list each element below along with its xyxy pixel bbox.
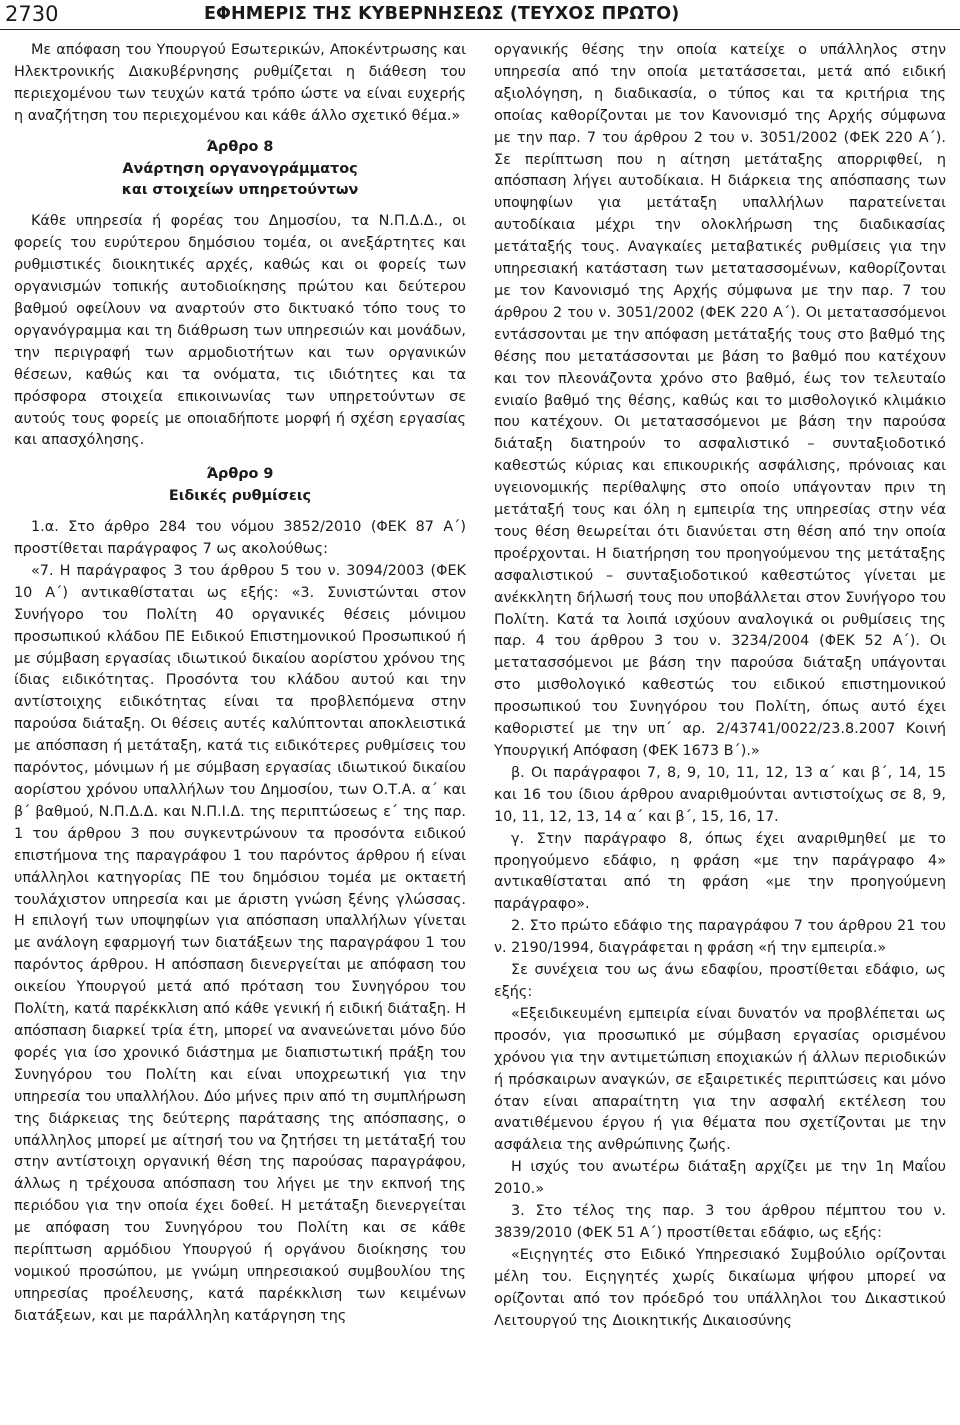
paragraph: Η ισχύς του ανωτέρω διάταξη αρχίζει με την 1η Μαΐου 2010.» xyxy=(494,1159,946,1198)
paragraph: «7. Η παράγραφος 3 του άρθρου 5 του ν. 3094/2003 (ΦΕΚ 10 Α΄) αντικαθίσταται ως εξής: «3. Συνιστώνται στον Συνήγορο του Πολίτη 40 οργανικές θέσεις μόνιμου προσωπικού κλάδου ΠΕ Ειδικού Επιστημονικού Προσωπικού ή με σύμβαση εργασίας ιδιωτικού δικαίου αορίστου χρόνου της ίδιας ειδικότητας. Προσόντα του κλάδου αυτού και την αντίστοιχης ειδικότητας είναι τα προβλεπόμενα στην παρούσα διάταξη. Οι θέσεις αυτές καλύπτονται αποκλειστικά με απόσπαση ή μετάταξη, κατά τις ειδικότερες ρυθμίσεις του παρόντος, μόνιμων ή με σύμβαση εργασίας ιδιωτικού δικαίου αορίστου χρόνου υπαλλήλων του Δημοσίου, των Ο.Τ.Α. α΄ και β΄ βαθμού, Ν.Π.Δ.Δ. και Ν.Π.Ι.Δ. της περιπτώσεως ε΄ της παρ. 1 του άρθρου 3 που συγκεντρώνουν τα προσόντα ειδικού επιστήμονα της παραγράφου 1 του παρόντος άρθρου ή είναι υπάλληλοι κατηγορίας ΠΕ του δημόσιου τομέα με οκταετή τουλάχιστον υπηρεσία και με άριστη γνώση ξένης γλώσσας. Η επιλογή των υποψηφίων για απόσπαση υπαλλήλων γίνεται με ανάλογη εφαρμογή των διατάξεων της παραγράφου 1 του παρόντος άρθρου. Η απόσπαση διενεργείται με απόφαση του οικείου Υπουργού μετά από πρόταση του Συνηγόρου του Πολίτη, κατά παρέκκλιση από κάθε γενική ή ειδική διάταξη. Η απόσπαση διαρκεί τρία έτη, μπορεί να ανανεώνεται μόνο δύο φορές για ίσο χρονικό διάστημα με διαπιστωτική πράξη του Συνηγόρου του Πολίτη και είναι υποχρεωτική για την υπηρεσία του υπαλλήλου. Δύο μήνες πριν από τη συμπλήρωση της διάρκειας της δεύτερης παράτασης της απόσπασης, ο υπάλληλος μπορεί με αίτησή του να ζητήσει τη μετάταξή του στην αντίστοιχη οργανική θέση της παρούσας παραγράφου, άλλως η τρέχουσα απόσπαση του λήγει με την εκπνοή της περιόδου για την οποία έχει δοθεί. Η μετάταξη διενεργείται με απόφαση του Συνηγόρου του Πολίτη και σε κάθε περίπτωση αρμόδιου Υπουργού ή οργάνου διοίκησης του νομικού προσώπου, με γνώμη υπηρεσιακού συμβουλίου της υπηρεσίας προέλευσης, κατά παρέκκλιση των κειμένων διατάξεων, και με παράλληλη κατάργηση της xyxy=(14,562,466,1324)
paragraph: οργανικής θέσης την οποία κατείχε ο υπάλληλος στην υπηρεσία από την οποία μετατάσσεται, μετά από ειδική αξιολόγηση, η διαδικασία, ο τύπος και τα κριτήρια της οποίας καθορίζονται με τον Κανονισμό της Αρχής σύμφωνα με την παρ. 7 του άρθρου 2 του ν. 3051/2002 (ΦΕΚ 220 Α΄). Σε περίπτωση που η αίτηση μετάταξης απορριφθεί, η απόσπαση λήγει αυτοδίκαια. Η διάρκεια της απόσπασης των υποψηφίων για μετάταξη υπαλλήλων παρατείνεται αυτοδίκαια μέχρι την ολοκλήρωση της διαδικασίας μετάταξής τους. Αναγκαίες μεταβατικές ρυθμίσεις για την υπηρεσιακή κατάσταση των μετατασσομένων, καθορίζονται με τον Κανονισμό της Αρχής σύμφωνα με την παρ. 7 του άρθρου 2 του ν. 3051/2002 (ΦΕΚ 220 Α΄). Οι μετατασσόμενοι εντάσσονται με την απόφαση μετάταξής τους στο βαθμό της θέσης που μετατάσσονται με βάση το βαθμό που κατέχουν και τον πλεονάζοντα χρόνο στο βαθμό, έως τον τελευταίο ενιαίο βαθμό της θέσης, καθώς και το μισθολογικό κλιμάκιο που κατέχουν. Οι μετατασσόμενοι με βάση την παρούσα διάταξη διατηρούν το ασφαλιστικό – συνταξιοδοτικό καθεστώς κύριας και επικουρικής ασφάλισης, πρόνοιας και υγειονομικής περίθαλψης στο οποίο υπάγονταν πριν τη μετάταξή τους και όλη η εμπειρία της υπηρεσίας στην νέα τους θέση θεωρείται ότι διανύεται στη θέση από την οποία προέρχονται. Η διατήρηση του προηγούμενου της μετάταξης ασφαλιστικού – συνταξιοδοτικού καθεστώτος γίνεται με ανέκκλητη δήλωσή τους που υποβάλλεται στον Συνήγορο του Πολίτη. Κατά τα λοιπά ισχύουν αναλογικά οι ρυθμίσεις της παρ. 4 του άρθρου 3 του ν. 3234/2004 (ΦΕΚ 52 Α΄). Οι μετατασσόμενοι με βάση την παρούσα διάταξη υπάγονται στο μισθολογικό καθεστώς του ειδικού επιστημονικού προσωπικού του Συνηγόρου του Πολίτη, όπως αυτό έχει καθοριστεί με την υπ΄ αρ. 2/43741/0022/23.8.2007 Κοινή Υπουργική Απόφαση (ΦΕΚ 1673 Β΄).» xyxy=(494,42,946,759)
paragraph: β. Οι παράγραφοι 7, 8, 9, 10, 11, 12, 13 α΄ και β΄, 14, 15 και 16 του ίδιου άρθρου αναριθμούνται αντιστοίχως σε 8, 9, 10, 11, 12, 13, 14 α΄ και β΄, 15, 16, 17. xyxy=(494,764,946,825)
right-column xyxy=(494,40,946,1332)
paragraph: 3. Στο τέλος της παρ. 3 του άρθρου πέμπτου του ν. 3839/2010 (ΦΕΚ 51 Α΄) προστίθεται εδάφιο, ως εξής: xyxy=(494,1203,946,1241)
paragraph: 2. Στο πρώτο εδάφιο της παραγράφου 7 του άρθρου 21 του ν. 2190/1994, διαγράφεται η φράση «ή την εμπειρία.» xyxy=(494,918,946,957)
article-8-title-line-2: και στοιχείων υπηρετούντων xyxy=(121,182,359,199)
page-number: 2730 xyxy=(5,2,59,26)
header-rule xyxy=(0,29,960,30)
article-9-number: Άρθρο 9 xyxy=(206,466,274,483)
paragraph: Με απόφαση του Υπουργού Εσωτερικών, Αποκέντρωσης και Ηλεκτρονικής Διακυβέρνησης ρυθμίζεται η διάθεση του περιεχομένου των τευχών κατά τρόπο ώστε να είναι ευχερής η αναζήτηση του περιεχομένου και κάθε άλλο σχετικό θέμα.» xyxy=(14,42,466,124)
paragraph: «Ειςηγητές στο Ειδικό Υπηρεσιακό Συμβούλιο ορίζονται μέλη του. Ειςηγητές χωρίς δικαίωμα ψήφου μπορεί να ορίζονται από τον πρόεδρό του υπάλληλοι του Δικαστικού Λειτουργού της Διοικητικής Δικαιοσύνης xyxy=(494,1246,946,1329)
paragraph: γ. Στην παράγραφο 8, όπως έχει αναριθμηθεί με το προηγούμενο εδάφιο, η φράση «με την παράγραφο 4» αντικαθίσταται από τη φράση «με την προηγούμενη παράγραφο». xyxy=(494,830,946,913)
page-header xyxy=(0,0,960,30)
article-8-title-line-1: Ανάρτηση οργανογράμματος xyxy=(122,160,358,177)
paragraph: «Εξειδικευμένη εμπειρία είναι δυνατόν να προβλέπεται ως προσόν, για προσωπικό με σύμβαση εργασίας ορισμένου χρόνου για την αντιμετώπιση εποχιακών ή άλλων περιοδικών ή πρόσκαιρων αναγκών, σε εξαιρετικές περιπτώσεις και μόνο όταν είναι απαραίτητη για την ασφαλή εκτέλεση του ανατιθέμενου έργου ή για θέματα που σχετίζονται με την ασφάλεια της ανθρώπινης ζωής. xyxy=(494,1005,946,1154)
article-9-title: Ειδικές ρυθμίσεις xyxy=(168,488,312,505)
left-column xyxy=(14,40,466,1328)
paragraph: 1.α. Στο άρθρο 284 του νόμου 3852/2010 (ΦΕΚ 87 Α΄) προστίθεται παράγραφος 7 ως ακολούθως: xyxy=(14,519,466,558)
journal-title: ΕΦΗΜΕΡΙΣ ΤΗΣ ΚΥΒΕΡΝΗΣΕΩΣ (ΤΕΥΧΟΣ ΠΡΩΤΟ) xyxy=(204,4,680,24)
paragraph: Σε συνέχεια του ως άνω εδαφίου, προστίθεται εδάφιο, ως εξής: xyxy=(494,962,946,1000)
article-8-number: Άρθρο 8 xyxy=(206,138,274,155)
paragraph: Κάθε υπηρεσία ή φορέας του Δημοσίου, τα Ν.Π.Δ.Δ., οι φορείς του ευρύτερου δημόσιου τομέα, οι ανεξάρτητες και ρυθμιστικές διοικητικές αρχές, καθώς και οι φορείς των οργανισμών τοπικής αυτοδιοίκησης πρώτου και δεύτερου βαθμού οφείλουν να αναρτούν στο δικτυακό τόπο τους το οργανόγραμμα και τη διάθρωση των υπηρεσιών και μονάδων, την περιγραφή των αρμοδιοτήτων και των οργανικών θέσεων, καθώς και τα ονόματα, τις ιδιότητες και τα πρόσφορα στοιχεία επικοινωνίας των υπηρετούντων σε αυτούς τους φορείς με οποιαδήποτε μορφή ή σχέση εργασίας και απασχόλησης. xyxy=(14,213,466,449)
